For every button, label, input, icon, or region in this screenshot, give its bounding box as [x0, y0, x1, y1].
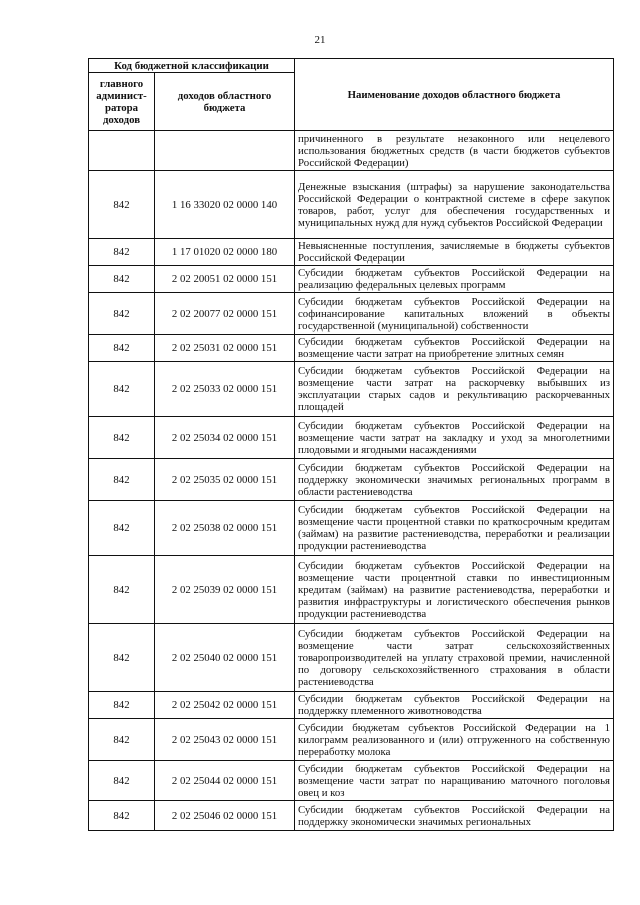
- admin-code-cell: [89, 131, 155, 171]
- income-code-cell: [155, 131, 295, 171]
- admin-code-cell: 842: [89, 719, 155, 761]
- income-name-cell: Субсидии бюджетам субъектов Российской Федерации на возмещение части процентной ставки по краткосрочным кредитам (займам) на развитие растениеводства, переработки и реализации продукции растениеводства: [295, 501, 614, 556]
- income-name-cell: Субсидии бюджетам субъектов Российской Федерации на возмещение части затрат по наращиванию маточного поголовья овец и коз: [295, 761, 614, 801]
- admin-code-cell: 842: [89, 335, 155, 362]
- admin-code-cell: 842: [89, 266, 155, 293]
- table-row: [89, 131, 614, 171]
- table-row: [89, 501, 614, 556]
- income-code-cell: 2 02 25046 02 0000 151: [155, 801, 295, 831]
- table-row: [89, 335, 614, 362]
- income-code-cell: 2 02 25031 02 0000 151: [155, 335, 295, 362]
- income-name-cell: Субсидии бюджетам субъектов Российской Федерации на софинансирование капитальных вложений в объекты государственной (муниципальной) собственности: [295, 293, 614, 335]
- income-name-cell: причиненного в результате незаконного или нецелевого использования бюджетных средств (в части бюджетов субъектов Российской Федерации): [295, 131, 614, 171]
- income-code-cell: 2 02 25042 02 0000 151: [155, 692, 295, 719]
- admin-code-cell: 842: [89, 761, 155, 801]
- admin-code-cell: 842: [89, 801, 155, 831]
- income-name-cell: Субсидии бюджетам субъектов Российской Федерации на реализацию федеральных целевых программ: [295, 266, 614, 293]
- table-row: [89, 239, 614, 266]
- admin-column-header: главного админист-ратора доходов: [89, 73, 155, 131]
- table-row: [89, 761, 614, 801]
- table-row: [89, 719, 614, 761]
- table-body: [89, 131, 614, 831]
- table-row: [89, 417, 614, 459]
- income-name-cell: Субсидии бюджетам субъектов Российской Федерации на поддержку экономически значимых региональных: [295, 801, 614, 831]
- table-row: [89, 692, 614, 719]
- income-column-header: доходов областного бюджета: [155, 73, 295, 131]
- table-row: [89, 556, 614, 624]
- table-header: [89, 59, 614, 131]
- income-name-cell: Невыясненные поступления, зачисляемые в бюджеты субъектов Российской Федерации: [295, 239, 614, 266]
- income-code-cell: 2 02 25033 02 0000 151: [155, 362, 295, 417]
- table-row: [89, 293, 614, 335]
- income-code-cell: 1 17 01020 02 0000 180: [155, 239, 295, 266]
- income-code-cell: 2 02 25034 02 0000 151: [155, 417, 295, 459]
- admin-code-cell: 842: [89, 293, 155, 335]
- budget-classification-group-header: Код бюджетной классификации: [89, 59, 295, 73]
- income-name-cell: Субсидии бюджетам субъектов Российской Федерации на 1 килограмм реализованного и (или) отгруженного на собственную переработку молока: [295, 719, 614, 761]
- income-code-cell: 1 16 33020 02 0000 140: [155, 171, 295, 239]
- admin-code-cell: 842: [89, 459, 155, 501]
- table-row: [89, 171, 614, 239]
- income-name-cell: Субсидии бюджетам субъектов Российской Федерации на возмещение части затрат на приобретение элитных семян: [295, 335, 614, 362]
- table-row: [89, 459, 614, 501]
- income-code-cell: 2 02 25038 02 0000 151: [155, 501, 295, 556]
- income-code-cell: 2 02 25040 02 0000 151: [155, 624, 295, 692]
- income-name-cell: Субсидии бюджетам субъектов Российской Федерации на возмещение части затрат на раскорчевку выбывших из эксплуатации старых садов и рекультивацию раскорчеванных площадей: [295, 362, 614, 417]
- income-code-cell: 2 02 25043 02 0000 151: [155, 719, 295, 761]
- admin-code-cell: 842: [89, 692, 155, 719]
- income-name-cell: Субсидии бюджетам субъектов Российской Федерации на возмещение части затрат на закладку и уход за многолетними плодовыми и ягодными насаждениями: [295, 417, 614, 459]
- name-column-header: Наименование доходов областного бюджета: [295, 59, 614, 131]
- income-name-cell: Субсидии бюджетам субъектов Российской Федерации на поддержку племенного животноводства: [295, 692, 614, 719]
- admin-code-cell: 842: [89, 417, 155, 459]
- table-row: [89, 801, 614, 831]
- table-row: [89, 362, 614, 417]
- table-row: [89, 624, 614, 692]
- income-name-cell: Субсидии бюджетам субъектов Российской Федерации на возмещение части процентной ставки по инвестиционным кредитам (займам) на развитие растениеводства, переработки и развития инфраструктуры и логистического обеспечения рынков продукции растениеводства: [295, 556, 614, 624]
- income-code-cell: 2 02 20051 02 0000 151: [155, 266, 295, 293]
- admin-code-cell: 842: [89, 501, 155, 556]
- page-number: 21: [314, 34, 326, 46]
- income-code-cell: 2 02 25035 02 0000 151: [155, 459, 295, 501]
- admin-code-cell: 842: [89, 171, 155, 239]
- income-code-cell: 2 02 25039 02 0000 151: [155, 556, 295, 624]
- table-row: [89, 266, 614, 293]
- admin-code-cell: 842: [89, 362, 155, 417]
- admin-code-cell: 842: [89, 624, 155, 692]
- income-code-cell: 2 02 20077 02 0000 151: [155, 293, 295, 335]
- income-name-cell: Денежные взыскания (штрафы) за нарушение законодательства Российской Федерации о контрактной системе в сфере закупок товаров, работ, услуг для обеспечения государственных и муниципальных нужд для нужд субъектов Российской Федерации: [295, 171, 614, 239]
- admin-code-cell: 842: [89, 556, 155, 624]
- budget-classification-table: [88, 58, 614, 831]
- admin-code-cell: 842: [89, 239, 155, 266]
- income-name-cell: Субсидии бюджетам субъектов Российской Федерации на поддержку экономически значимых региональных программ в области растениеводства: [295, 459, 614, 501]
- income-name-cell: Субсидии бюджетам субъектов Российской Федерации на возмещение части затрат сельскохозяйственных товаропроизводителей на уплату страховой премии, начисленной по договору сельскохозяйственного страхования в области растениеводства: [295, 624, 614, 692]
- income-code-cell: 2 02 25044 02 0000 151: [155, 761, 295, 801]
